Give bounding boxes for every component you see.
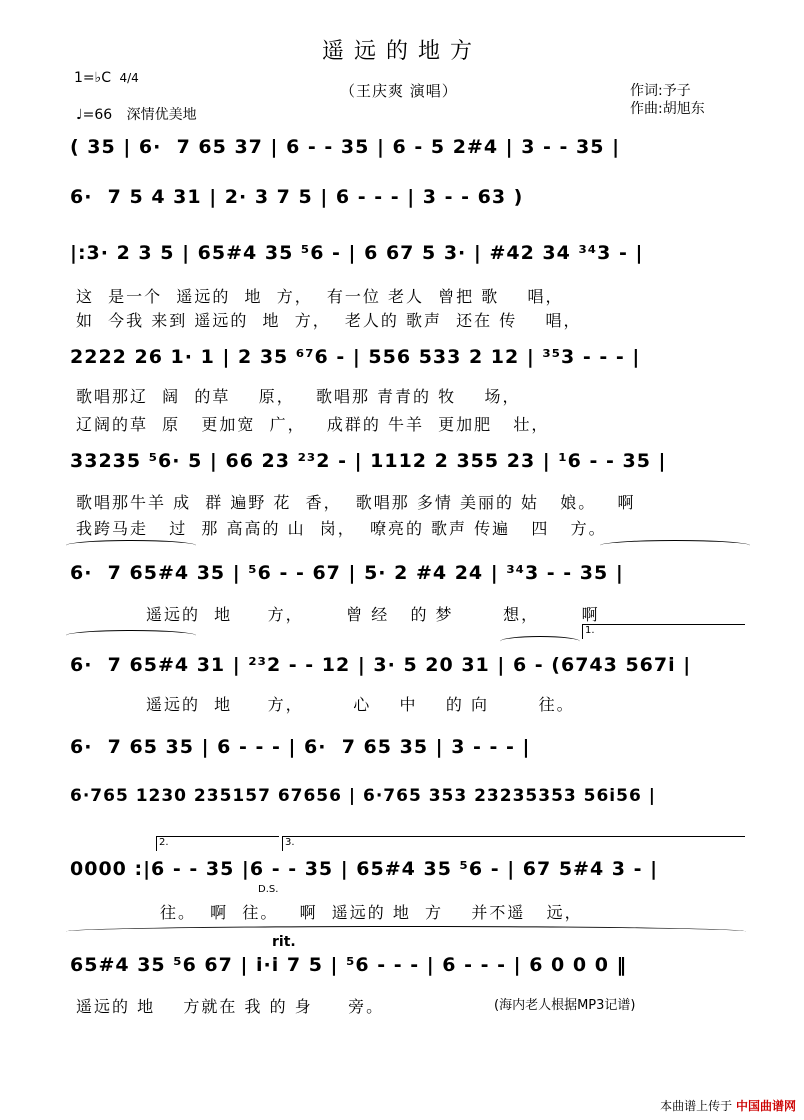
score-line-2: 6· 7 5 4 31 | 2· 3 7 5 | 6 - - - | 3 - - 63 ) (70, 186, 524, 208)
lyric-line-4a: 歌唱那辽 阔 的草 原， 歌唱那 青青的 牧 场， (76, 387, 521, 406)
time-signature: 4/4 (119, 71, 139, 85)
expression-label: 深情优美地 (126, 107, 197, 123)
lyric-line-4b: 辽阔的草 原 更加宽 广， 成群的 牛羊 更加肥 壮， (76, 415, 550, 434)
composer: 作曲:胡旭东 (630, 101, 705, 117)
phrase-slur (66, 926, 746, 937)
lyric-line-3b: 如 今我 来到 遥远的 地 方， 老人的 歌声 还在 传 唱， (76, 311, 582, 330)
lyricist: 作词:予子 (630, 83, 691, 99)
phrase-slur (66, 540, 196, 551)
score-line-9: 6·765 1230 235157 67656 | 6·765 353 23235353 56i56 | (70, 786, 656, 806)
score-line-1: ( 35 | 6· 7 65 37 | 6 - - 35 | 6 - 5 2#4 | 3 - - 35 | (70, 136, 621, 158)
score-line-8: 6· 7 65 35 | 6 - - - | 6· 7 65 35 | 3 - - - | (70, 736, 531, 758)
score-line-10: 0000 :|6 - - 35 |6 - - 35 | 65#4 35 ⁵6 - | 67 5#4 3 - | (70, 858, 659, 880)
score-line-6: 6· 7 65#4 35 | ⁵6 - - 67 | 5· 2 #4 24 | ³⁴3 - - 35 | (70, 562, 624, 584)
volta-bracket-2: 2. (156, 836, 279, 851)
lyric-line-11: 遥远的 地 方就在 我 的 身 旁。 (76, 997, 385, 1016)
key-signature (74, 70, 139, 86)
site-logo: 中国曲谱网 (735, 1099, 796, 1113)
lyric-line-5a: 歌唱那牛羊 成 群 遍野 花 香， 歌唱那 多情 美丽的 姑 娘。 啊 (76, 493, 636, 512)
lyric-line-10: 往。 啊 往。 啊 遥远的 地 方 并不遥 远， (160, 903, 583, 922)
phrase-slur (66, 630, 196, 641)
dal-segno: D.S. (258, 884, 279, 895)
score-line-7: 6· 7 65#4 31 | ²³2 - - 12 | 3· 5 20 31 | 6 - (6743 567i | (70, 654, 692, 676)
lyric-line-3a: 这 是一个 遥远的 地 方， 有一位 老人 曾把 歌 唱， (76, 287, 564, 306)
volta-bracket-1: 1. (582, 624, 745, 639)
score-line-11: 65#4 35 ⁵6 67 | i·i 7 5 | ⁵6 - - - | 6 - - - | 6 0 0 0 ‖ (70, 954, 628, 976)
ritardando: rit. (272, 934, 296, 950)
tempo-marking (76, 104, 197, 124)
footer-text: 本曲谱上传于 (660, 1099, 733, 1113)
tempo-label: ♩=66 (76, 107, 113, 123)
phrase-slur (600, 540, 750, 551)
score-line-4: 2222 26 1· 1 | 2 35 ⁶⁷6 - | 556 533 2 12 | ³⁵3 - - - | (70, 346, 641, 368)
volta-bracket-3: 3. (282, 836, 745, 851)
phrase-slur (500, 636, 580, 647)
singer-credit: （王庆爽 演唱） (340, 82, 458, 100)
lyric-line-5b: 我跨马走 过 那 高高的 山 岗， 嘹亮的 歌声 传遍 四 方。 (76, 519, 607, 538)
key-label: 1=♭C (74, 70, 112, 86)
lyric-line-6: 遥远的 地 方， 曾 经 的 梦 想， 啊 (146, 605, 600, 624)
transcription-note: (海内老人根据MP3记谱) (494, 998, 636, 1013)
footer-credit (660, 1097, 796, 1114)
score-line-5: 33235 ⁵6· 5 | 66 23 ²³2 - | 1112 2 355 23 | ¹6 - - 35 | (70, 450, 667, 472)
lyric-line-7: 遥远的 地 方， 心 中 的 向 往。 (146, 695, 575, 714)
score-line-3: |:3· 2 3 5 | 65#4 35 ⁵6 - | 6 67 5 3· | #42 34 ³⁴3 - | (70, 242, 644, 264)
song-title: 遥远的地方 (321, 39, 482, 64)
